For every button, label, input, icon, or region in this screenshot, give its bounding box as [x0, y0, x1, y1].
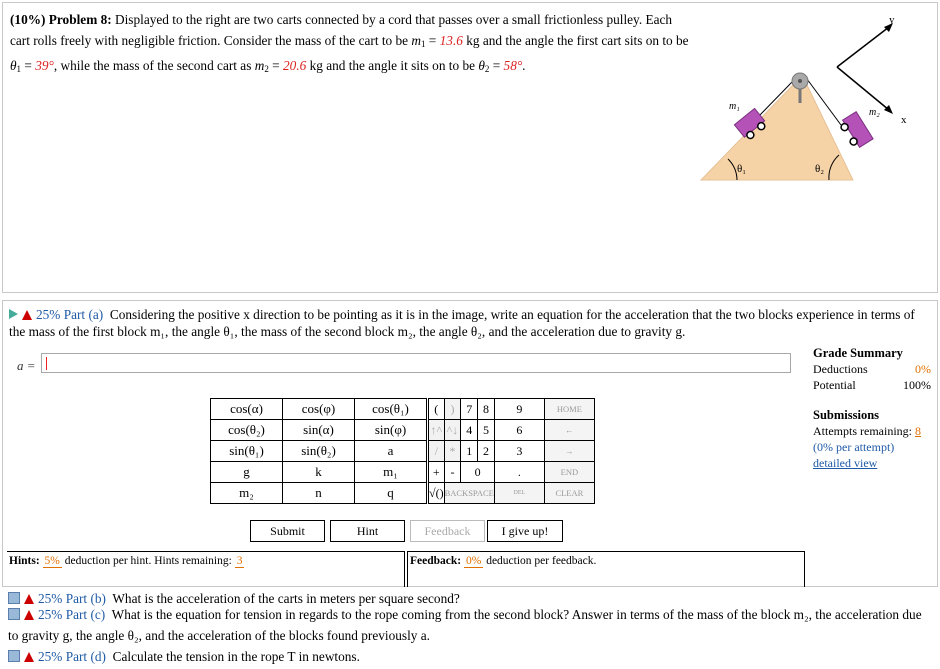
detailed-view-link[interactable]: detailed view — [813, 456, 878, 470]
key-0[interactable]: 0 — [461, 462, 495, 483]
warning-icon — [24, 610, 34, 620]
key-sin-theta1[interactable]: sin(θ₁) — [211, 441, 283, 462]
key-sqrt[interactable]: √() — [429, 483, 445, 504]
warning-icon — [22, 310, 32, 320]
y-axis-label: y — [889, 14, 895, 26]
text-cursor — [46, 357, 47, 370]
part-d-item[interactable]: 25% Part (d) Calculate the tension in the rope T in newtons. — [8, 646, 928, 667]
key-del[interactable]: DEL — [494, 483, 544, 504]
function-keypad — [210, 398, 427, 504]
key-sin-phi[interactable]: sin(φ) — [355, 420, 427, 441]
potential-value: 100% — [903, 378, 931, 392]
problem-figure — [693, 7, 933, 187]
key-cos-phi[interactable]: cos(φ) — [283, 399, 355, 420]
hint-button[interactable]: Hint — [330, 520, 405, 542]
part-a-panel — [2, 300, 938, 587]
theta1-value: 39° — [35, 58, 54, 73]
key-a[interactable]: a — [355, 441, 427, 462]
key-home[interactable]: HOME — [544, 399, 594, 420]
hints-remaining: 3 — [236, 555, 243, 567]
collapse-icon[interactable] — [8, 650, 20, 662]
key-clear[interactable]: CLEAR — [544, 483, 594, 504]
submissions-title: Submissions — [813, 408, 880, 422]
key-q[interactable]: q — [355, 483, 427, 504]
key-divide[interactable]: / — [429, 441, 445, 462]
m2-label: m₂ — [869, 107, 880, 118]
key-up[interactable]: ↑^ — [429, 420, 445, 441]
answer-label: a = — [17, 358, 36, 373]
feedback-box: Feedback: 0% deduction per feedback. — [407, 551, 805, 587]
key-8[interactable]: 8 — [478, 399, 495, 420]
key-2[interactable]: 2 — [478, 441, 495, 462]
key-minus[interactable]: - — [444, 462, 461, 483]
key-plus[interactable]: + — [429, 462, 445, 483]
part-a-label: Part (a) — [63, 307, 104, 322]
key-1[interactable]: 1 — [461, 441, 478, 462]
key-paren-close[interactable]: ) — [444, 399, 461, 420]
deductions-value: 0% — [915, 362, 931, 376]
key-5[interactable]: 5 — [478, 420, 495, 441]
x-axis-label: x — [901, 114, 907, 126]
m1-label: m₁ — [729, 101, 740, 112]
key-down[interactable]: ^↓ — [444, 420, 461, 441]
key-end[interactable]: END — [544, 462, 594, 483]
part-c-item[interactable]: 25% Part (c) What is the equation for tension in regards to the rope coming from the second block? Answer in terms of the mass of the block m₂, the acceleration due to gravity g, the angle θ₂, and the acceleration of the blocks found previously a. — [8, 607, 922, 643]
key-cos-alpha[interactable]: cos(α) — [211, 399, 283, 420]
numeric-keypad — [428, 398, 595, 504]
key-6[interactable]: 6 — [494, 420, 544, 441]
problem-panel — [2, 2, 938, 293]
answer-input[interactable] — [41, 353, 791, 373]
problem-header: (10%) Problem 8: — [10, 12, 112, 27]
key-m1[interactable]: m₁ — [355, 462, 427, 483]
key-backspace[interactable]: BACKSPACE — [444, 483, 494, 504]
key-cos-theta1[interactable]: cos(θ₁) — [355, 399, 427, 420]
part-a-question: 25% Part (a) Considering the positive x direction to be pointing as it is in the image, write an equation for the acceleration that the two blocks experience in terms of the mass of the first block m₁, the angle θ₁, the mass of the second block m₂, the angle θ₂, and the acceleration due to gravity g. — [9, 307, 915, 339]
theta1-label: θ₁ — [737, 163, 747, 175]
key-4[interactable]: 4 — [461, 420, 478, 441]
expand-arrow-icon[interactable] — [9, 309, 18, 319]
key-dot[interactable]: . — [494, 462, 544, 483]
hint-deduction: 5% — [44, 555, 60, 567]
key-n[interactable]: n — [283, 483, 355, 504]
attempts-remaining: 8 — [914, 424, 921, 438]
grade-summary: Grade Summary Deductions 0% Potential 100% Submissions Attempts remaining: 8 (0% per attempt) detailed view — [813, 346, 931, 470]
key-g[interactable]: g — [211, 462, 283, 483]
warning-icon — [24, 652, 34, 662]
problem-statement: (10%) Problem 8: Displayed to the right are two carts connected by a cord that passes over a small frictionless pulley. Each cart rolls freely with negligible friction. Consider the mass of the cart to be $m_1 = 13.6$ kg and the angle the first cart sits on to be $\theta_1 = 39^\circ$, while the mass of the second cart as $m_2 = 20.6$ kg and the angle it sits on to be $\theta_2 = 58^\circ$. — [10, 12, 689, 74]
key-left[interactable]: ← — [544, 420, 594, 441]
m1-value: 13.6 — [439, 33, 463, 48]
hints-box: Hints: 5% deduction per hint. Hints remaining: 3 — [7, 551, 405, 587]
collapse-icon[interactable] — [8, 592, 20, 604]
warning-icon — [24, 594, 34, 604]
theta2-label: θ₂ — [815, 163, 825, 175]
theta2-value: 58° — [503, 58, 523, 73]
cart-m2-icon — [838, 112, 873, 151]
key-sin-alpha[interactable]: sin(α) — [283, 420, 355, 441]
collapse-icon[interactable] — [8, 608, 20, 620]
ramp — [701, 85, 853, 180]
key-right[interactable]: → — [544, 441, 594, 462]
key-7[interactable]: 7 — [461, 399, 478, 420]
key-m2[interactable]: m₂ — [211, 483, 283, 504]
m2-value: 20.6 — [282, 58, 307, 73]
key-3[interactable]: 3 — [494, 441, 544, 462]
per-attempt: (0% per attempt) — [813, 440, 895, 454]
key-cos-theta2[interactable]: cos(θ₂) — [211, 420, 283, 441]
key-paren-open[interactable]: ( — [429, 399, 445, 420]
give-up-button[interactable]: I give up! — [487, 520, 563, 542]
part-b-item[interactable]: 25% Part (b) What is the acceleration of the carts in meters per square second? — [8, 588, 928, 609]
feedback-deduction: 0% — [465, 555, 482, 567]
feedback-button[interactable]: Feedback — [410, 520, 485, 542]
key-k[interactable]: k — [283, 462, 355, 483]
key-9[interactable]: 9 — [494, 399, 544, 420]
key-multiply[interactable]: * — [444, 441, 461, 462]
grade-summary-title: Grade Summary — [813, 346, 903, 360]
submit-button[interactable]: Submit — [250, 520, 325, 542]
key-sin-theta2[interactable]: sin(θ₂) — [283, 441, 355, 462]
